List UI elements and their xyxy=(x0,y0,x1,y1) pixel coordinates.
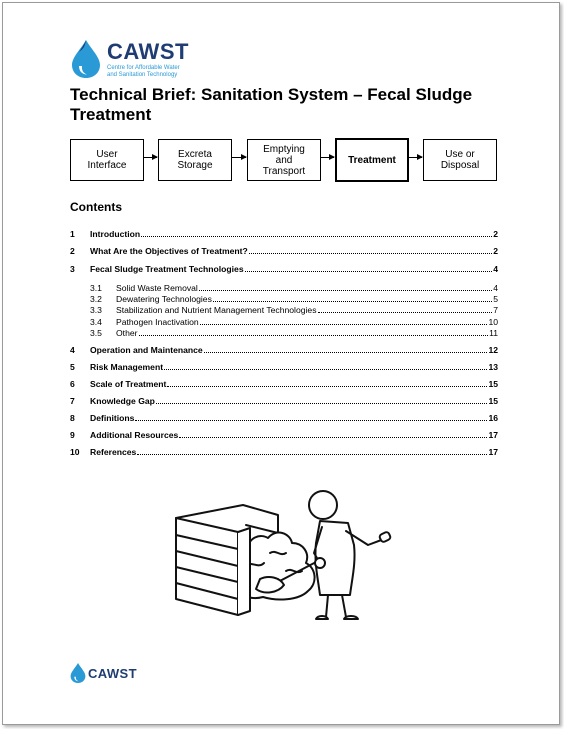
water-drop-icon xyxy=(69,661,87,685)
toc-entry-label: Knowledge Gap xyxy=(90,396,155,406)
flow-arrow xyxy=(407,157,422,158)
toc-entry-label: Scale of Treatment xyxy=(90,379,167,389)
toc-entry-label: Risk Management xyxy=(90,362,164,372)
toc-entry[interactable] xyxy=(70,229,498,239)
toc-leader-dots xyxy=(156,403,488,404)
toc-entry-label: Additional Resources xyxy=(90,430,179,440)
toc-entry[interactable] xyxy=(70,294,498,304)
water-drop-icon xyxy=(69,39,103,79)
toc-entry-number: 3 xyxy=(70,264,75,274)
toc-leader-dots xyxy=(200,324,488,325)
toc-entry-page: 7 xyxy=(493,305,498,315)
toc-entry[interactable] xyxy=(70,305,498,315)
toc-leader-dots xyxy=(245,271,493,272)
flow-step-text: Use or xyxy=(445,149,475,160)
toc-entry-page: 17 xyxy=(488,447,498,457)
flow-step-text: and xyxy=(275,154,293,166)
toc-entry-label: References xyxy=(90,447,137,457)
logo-tagline-line1: Centre for Affordable Water xyxy=(107,65,180,71)
logo-tagline xyxy=(107,65,202,79)
toc-entry[interactable] xyxy=(70,430,498,440)
toc-entry-number: 7 xyxy=(70,396,75,406)
toc-entry-number: 3.3 xyxy=(90,305,102,315)
toc-entry-page: 15 xyxy=(488,379,498,389)
toc-entry-label: Fecal Sludge Treatment Technologies xyxy=(90,264,244,274)
toc-leader-dots xyxy=(137,454,487,455)
toc-leader-dots xyxy=(199,290,492,291)
toc-entry-label: What Are the Objectives of Treatment? xyxy=(90,246,248,256)
toc-entry-number: 10 xyxy=(70,447,80,457)
toc-entry-page: 2 xyxy=(493,246,498,256)
flow-step-text: User xyxy=(96,149,118,160)
flow-step-text: Treatment xyxy=(348,154,396,166)
toc-entry-page: 4 xyxy=(493,283,498,293)
toc-leader-dots xyxy=(139,335,489,336)
toc-entry[interactable] xyxy=(70,317,498,327)
toc-entry-number: 1 xyxy=(70,229,75,239)
toc-entry-label: Stabilization and Nutrient Management Technologies xyxy=(116,305,317,315)
toc-entry-page: 10 xyxy=(488,317,498,327)
toc-entry[interactable] xyxy=(70,362,498,372)
flow-step-text: Transport xyxy=(262,165,306,177)
toc-entry-page: 16 xyxy=(488,413,498,423)
toc-entry-number: 5 xyxy=(70,362,75,372)
sanitation-flow-diagram xyxy=(70,137,500,185)
toc-entry-label: Operation and Maintenance xyxy=(90,345,203,355)
toc-entry-page: 2 xyxy=(493,229,498,239)
contents-heading: Contents xyxy=(70,200,122,214)
toc-entry-number: 8 xyxy=(70,413,75,423)
flow-arrow xyxy=(143,157,157,158)
toc-entry-page: 12 xyxy=(488,345,498,355)
toc-entry-number: 3.1 xyxy=(90,283,102,293)
toc-leader-dots xyxy=(164,369,487,370)
toc-entry-label: Solid Waste Removal xyxy=(116,283,198,293)
toc-entry-number: 3.2 xyxy=(90,294,102,304)
toc-entry[interactable] xyxy=(70,447,498,457)
toc-entry-number: 4 xyxy=(70,345,75,355)
toc-entry-page: 4 xyxy=(493,264,498,274)
toc-entry[interactable] xyxy=(70,264,498,274)
flow-step-text: Storage xyxy=(177,160,213,171)
document-title: Technical Brief: Sanitation System – Fecal Sludge Treatment xyxy=(70,85,473,124)
toc-leader-dots xyxy=(135,420,487,421)
toc-entry-page: 11 xyxy=(489,328,498,338)
toc-entry-page: 13 xyxy=(488,362,498,372)
toc-leader-dots xyxy=(204,352,488,353)
toc-entry-number: 3.5 xyxy=(90,328,102,338)
logo-tagline-line2: and Sanitation Technology xyxy=(107,72,178,78)
toc-leader-dots xyxy=(213,301,492,302)
toc-leader-dots xyxy=(141,236,492,237)
flow-step-excreta-storage xyxy=(158,139,232,181)
flow-arrow xyxy=(231,157,246,158)
flow-step-treatment xyxy=(335,138,409,182)
toc-entry-page: 5 xyxy=(493,294,498,304)
toc-entry-page: 17 xyxy=(488,430,498,440)
toc-entry[interactable] xyxy=(70,396,498,406)
toc-leader-dots xyxy=(249,253,492,254)
toc-entry[interactable] xyxy=(70,413,498,423)
toc-entry[interactable] xyxy=(70,246,498,256)
footer-cawst-logo xyxy=(69,659,149,687)
toc-entry[interactable] xyxy=(70,379,498,389)
flow-arrow xyxy=(320,157,334,158)
toc-entry-label: Pathogen Inactivation xyxy=(116,317,199,327)
toc-entry[interactable] xyxy=(70,328,498,338)
toc-entry-label: Dewatering Technologies xyxy=(116,294,212,304)
logo-wordmark: CAWST xyxy=(107,39,189,64)
cawst-logo xyxy=(69,39,199,79)
toc-entry-number: 6 xyxy=(70,379,75,389)
flow-step-text: Excreta xyxy=(178,149,212,160)
flow-step-emptying-transport xyxy=(247,139,321,181)
flow-step-use-disposal xyxy=(423,139,497,181)
flow-step-text: Disposal xyxy=(440,160,480,171)
toc-entry-number: 2 xyxy=(70,246,75,256)
flow-step-text: Emptying xyxy=(263,143,305,155)
flow-step-text: Interface xyxy=(87,160,127,171)
document-page xyxy=(2,2,560,725)
toc-leader-dots xyxy=(179,437,487,438)
toc-entry-label: Definitions xyxy=(90,413,135,423)
toc-entry-label: Other xyxy=(116,328,138,338)
flow-step-user-interface xyxy=(70,139,144,181)
toc-entry-number: 9 xyxy=(70,430,75,440)
toc-entry-number: 3.4 xyxy=(90,317,102,327)
toc-entry[interactable] xyxy=(70,345,498,355)
toc-entry-page: 15 xyxy=(488,396,498,406)
person-shoveling-compost-bin-icon xyxy=(168,483,393,628)
footer-wordmark: CAWST xyxy=(88,666,137,681)
toc-leader-dots xyxy=(318,312,493,313)
toc-entry-label: Introduction xyxy=(90,229,141,239)
toc-leader-dots xyxy=(167,386,487,387)
toc-entry[interactable] xyxy=(70,283,498,293)
